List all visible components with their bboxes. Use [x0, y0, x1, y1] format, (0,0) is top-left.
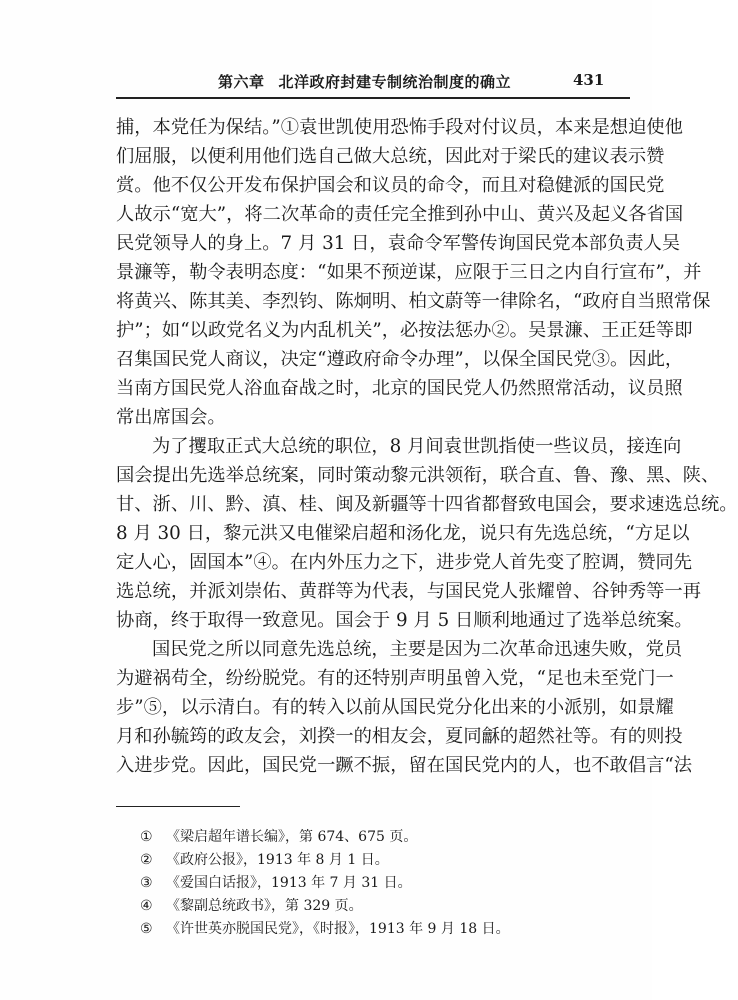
text-line: 甘、浙、川、黔、滇、桂、闽及新疆等十四省都督致电国会，要求速选总统。	[116, 494, 738, 515]
text-line: 当南方国民党人浴血奋战之时，北京的国民党人仍然照常活动，议员照	[116, 378, 683, 399]
footnote-text: 《政府公报》，1913 年 8 月 1 日。	[166, 852, 389, 868]
text-line: 护”；如“以政党名义为内乱机关”，必按法惩办②。吴景濂、王正廷等即	[116, 320, 693, 341]
text-line: 定人心，固国本”④。在内外压力之下，进步党人首先变了腔调，赞同先	[116, 552, 693, 573]
footnote-3	[140, 872, 620, 895]
page-number: 431	[573, 71, 605, 89]
text-line: 国民党之所以同意先选总统，主要是因为二次革命迅速失败，党员	[152, 639, 683, 660]
text-line: 们屈服，以便利用他们选自己做大总统，因此对于梁氏的建议表示赞	[116, 146, 665, 167]
footnote-text: 《梁启超年谱长编》，第 674、675 页。	[166, 829, 418, 845]
footnotes	[140, 826, 620, 941]
header-rule	[116, 97, 630, 99]
footnote-marker: ③	[140, 875, 153, 891]
footnote-4	[140, 895, 620, 918]
text-line: 为了攫取正式大总统的职位，8 月间袁世凯指使一些议员，接连向	[152, 436, 682, 457]
paragraph-1	[116, 113, 711, 432]
footnote-5	[140, 918, 620, 941]
footnote-marker: ①	[140, 829, 153, 845]
text-line: 为避祸苟全，纷纷脱党。有的还特别声明虽曾入党，“足也未至党门一	[116, 668, 674, 689]
text-line: 民党领导人的身上。7 月 31 日，袁命令军警传询国民党本部负责人吴	[116, 233, 681, 254]
text-line: 赏。他不仅公开发布保护国会和议员的命令，而且对稳健派的国民党	[116, 175, 665, 196]
text-line: 月和孙毓筠的政友会，刘揆一的相友会，夏同龢的超然社等。有的则投	[116, 726, 683, 747]
footnote-text: 《爱国白话报》，1913 年 7 月 31 日。	[166, 875, 412, 891]
body-text	[116, 113, 738, 780]
chapter-label: 第六章	[218, 73, 265, 91]
text-line: 8 月 30 日，黎元洪又电催梁启超和汤化龙，说只有先选总统，“方足以	[116, 523, 690, 544]
chapter-title: 北洋政府封建专制统治制度的确立	[278, 73, 512, 91]
text-line: 选总统，并派刘崇佑、黄群等为代表，与国民党人张耀曾、谷钟秀等一再	[116, 581, 701, 602]
footnote-marker: ⑤	[140, 921, 153, 937]
text-line: 将黄兴、陈其美、李烈钧、陈炯明、柏文蔚等一律除名，“政府自当照常保	[116, 291, 711, 312]
text-line: 景濂等，勒令表明态度：“如果不预逆谋，应限于三日之内自行宣布”，并	[116, 262, 702, 283]
footnote-2	[140, 849, 620, 872]
running-header	[218, 71, 511, 92]
text-line: 常出席国会。	[116, 407, 226, 428]
text-line: 人故示“宽大”，将二次革命的责任完全推到孙中山、黄兴及起义各省国	[116, 204, 684, 225]
footnote-marker: ②	[140, 852, 153, 868]
paragraph-3	[116, 635, 693, 780]
paragraph-2	[116, 432, 738, 635]
text-line: 国会提出先选举总统案，同时策动黎元洪领衔，联合直、鲁、豫、黑、陕、	[116, 465, 720, 486]
footnote-text: 《许世英亦脱国民党》，《时报》，1913 年 9 月 18 日。	[166, 921, 510, 937]
text-line: 捕，本党任为保结。”①袁世凯使用恐怖手段对付议员，本来是想迫使他	[116, 117, 683, 138]
text-line: 召集国民党人商议，决定“遵政府命令办理”，以保全国民党③。因此，	[116, 349, 684, 370]
text-line: 步”⑤，以示清白。有的转入以前从国民党分化出来的小派别，如景耀	[116, 697, 674, 718]
footnote-1	[140, 826, 620, 849]
text-line: 协商，终于取得一致意见。国会于 9 月 5 日顺利地通过了选举总统案。	[116, 610, 693, 631]
text-line: 入进步党。因此，国民党一蹶不振，留在国民党内的人，也不敢倡言“法	[116, 755, 693, 776]
footnote-text: 《黎副总统政书》，第 329 页。	[166, 898, 363, 914]
footnote-marker: ④	[140, 898, 153, 914]
footnote-rule	[116, 806, 240, 807]
